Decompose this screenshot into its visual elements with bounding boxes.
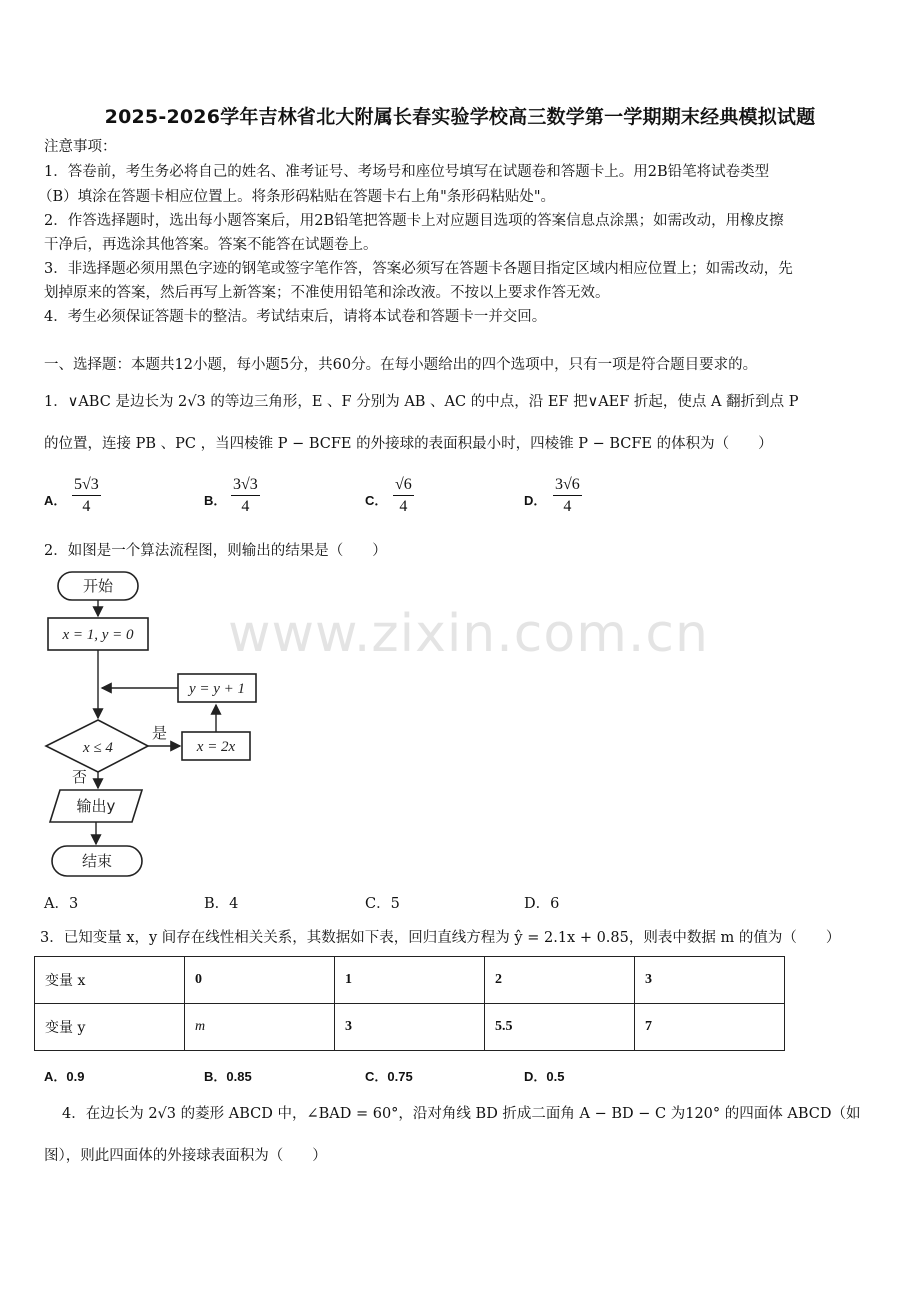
fraction-numerator: 3√6 xyxy=(553,476,582,496)
question-1-line-2: 的位置，连接 PB 、PC ，当四棱锥 P − BCFE 的外接球的表面积最小时，四棱锥 P − BCFE 的体积为（ ） xyxy=(44,436,773,452)
question-4-line-1: 4．在边长为 2√3 的菱形 ABCD 中，∠BAD = 60°，沿对角线 BD 折成二面角 A − BD − C 为120° 的四面体 ABCD（如 xyxy=(62,1106,861,1122)
table-row xyxy=(35,1004,785,1051)
notice-line: 干净后，再选涂其他答案。答案不能答在试题卷上。 xyxy=(44,237,378,253)
question-1-line-1: 1．∨ABC 是边长为 2√3 的等边三角形，E 、F 分别为 AB 、AC 的中点，沿 EF 把∨AEF 折起，使点 A 翻折到点 P xyxy=(44,394,799,410)
q3-option-a: A．0.9 xyxy=(44,1069,85,1084)
flow-update-x-label: x = 2x xyxy=(196,739,236,755)
table-cell: 变量 x xyxy=(35,957,185,1004)
fraction-denominator: 4 xyxy=(563,498,572,515)
table-cell: 2 xyxy=(485,957,635,1004)
q1-option-b-fraction xyxy=(231,476,260,516)
table-cell: 7 xyxy=(635,1004,785,1051)
q1-option-a-fraction xyxy=(72,476,101,516)
flow-no-label: 否 xyxy=(72,768,88,786)
q3-option-c: C．0.75 xyxy=(365,1069,413,1084)
notice-line: 4．考生必须保证答题卡的整洁。考试结束后，请将本试卷和答题卡一并交回。 xyxy=(44,309,547,325)
table-cell: 3 xyxy=(335,1004,485,1051)
q2-option-d: D．6 xyxy=(524,896,560,912)
table-cell: 1 xyxy=(335,957,485,1004)
table-cell: 3 xyxy=(635,957,785,1004)
q1-option-c-label: C． xyxy=(365,493,388,508)
flow-end-label: 结束 xyxy=(81,852,113,870)
fraction-denominator: 4 xyxy=(82,498,91,515)
flow-update-y-label: y = y + 1 xyxy=(188,681,246,697)
table-cell: 5.5 xyxy=(485,1004,635,1051)
fraction-numerator: 5√3 xyxy=(72,476,101,496)
notice-line: （B）填涂在答题卡相应位置上。将条形码粘贴在答题卡右上角"条形码粘贴处"。 xyxy=(38,189,555,205)
q2-option-c: C．5 xyxy=(365,896,400,912)
notice-line: 1．答卷前，考生务必将自己的姓名、准考证号、考场号和座位号填写在试题卷和答题卡上。用2B铅笔将试卷类型 xyxy=(44,164,770,180)
q1-option-d-label: D． xyxy=(524,493,547,508)
watermark: www.zixin.com.cn xyxy=(228,604,709,664)
q1-option-c-fraction xyxy=(393,476,414,516)
table-cell: 0 xyxy=(185,957,335,1004)
section-heading: 一、选择题：本题共12小题，每小题5分，共60分。在每小题给出的四个选项中，只有一项是符合题目要求的。 xyxy=(44,357,758,373)
q3-option-b: B．0.85 xyxy=(204,1069,252,1084)
flow-init-label: x = 1, y = 0 xyxy=(62,627,134,643)
q3-option-d: D．0.5 xyxy=(524,1069,565,1084)
q2-option-b: B．4 xyxy=(204,896,239,912)
flow-start-label: 开始 xyxy=(82,577,114,595)
page-title: 2025-2026学年吉林省北大附属长春实验学校高三数学第一学期期末经典模拟试题 xyxy=(104,106,816,128)
q1-option-b-label: B． xyxy=(204,493,227,508)
notice-line: 划掉原来的答案，然后再写上新答案；不准使用铅笔和涂改液。不按以上要求作答无效。 xyxy=(44,285,610,301)
notice-line: 3．非选择题必须用黑色字迹的钢笔或签字笔作答，答案必须写在答题卡各题目指定区域内相应位置上；如需改动，先 xyxy=(44,261,793,277)
notice-heading: 注意事项： xyxy=(44,139,117,155)
question-3-text: 3．已知变量 x，y 间存在线性相关关系，其数据如下表，回归直线方程为 ŷ = 2.1x + 0.85，则表中数据 m 的值为（ ） xyxy=(40,930,841,946)
q1-option-d-fraction xyxy=(553,476,582,516)
fraction-numerator: √6 xyxy=(393,476,414,496)
notice-line: 2．作答选择题时，选出每小题答案后，用2B铅笔把答题卡上对应题目选项的答案信息点涂黑；如需改动，用橡皮擦 xyxy=(44,213,784,229)
flow-condition-label: x ≤ 4 xyxy=(83,740,113,756)
table-cell: 变量 y xyxy=(35,1004,185,1051)
q1-option-a-label: A． xyxy=(44,493,67,508)
flow-output-label: 输出y xyxy=(76,797,116,815)
question-4-line-2: 图），则此四面体的外接球表面积为（ ） xyxy=(44,1148,327,1164)
fraction-numerator: 3√3 xyxy=(231,476,260,496)
q2-option-a: A．3 xyxy=(44,896,79,912)
flow-yes-label: 是 xyxy=(152,724,168,742)
fraction-denominator: 4 xyxy=(241,498,250,515)
question-2-text: 2．如图是一个算法流程图，则输出的结果是（ ） xyxy=(44,543,387,559)
table-cell: m xyxy=(185,1004,335,1051)
data-table xyxy=(34,956,785,1051)
fraction-denominator: 4 xyxy=(399,498,408,515)
table-row xyxy=(35,957,785,1004)
